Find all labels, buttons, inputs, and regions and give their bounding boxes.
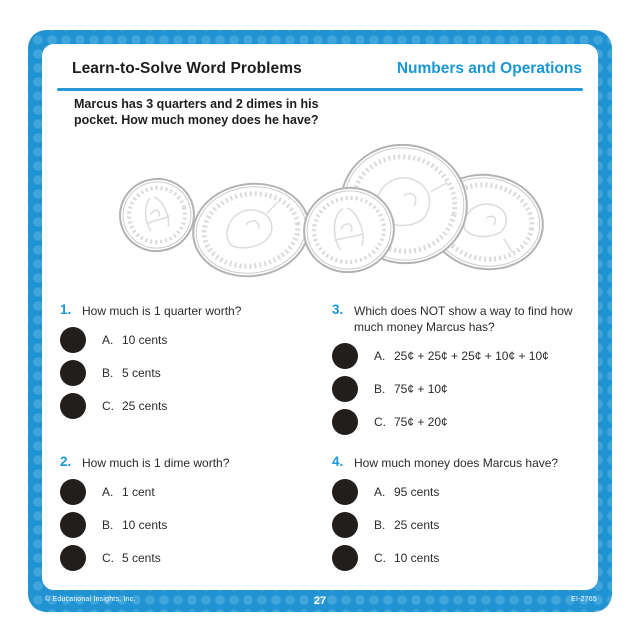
question-2-option-c [60, 545, 328, 571]
question-4-option-c [332, 545, 600, 571]
question-1-number: 1. [60, 302, 72, 317]
coin-quarter-1 [187, 176, 315, 283]
question-1-option-c [60, 393, 328, 419]
question-3-number: 3. [332, 302, 344, 317]
option-text: 75¢ + 20¢ [394, 415, 448, 429]
option-letter: B. [102, 366, 114, 380]
answer-dot[interactable] [60, 512, 86, 538]
option-text: 25 cents [122, 399, 168, 413]
answer-dot[interactable] [60, 393, 86, 419]
answer-dot[interactable] [60, 360, 86, 386]
option-letter: C. [102, 399, 114, 413]
option-text: 5 cents [122, 366, 161, 380]
coin-dime-1 [112, 171, 202, 260]
question-4-option-b [332, 512, 600, 538]
question-4-option-a [332, 479, 600, 505]
question-4-text: How much money does Marcus have? [354, 456, 559, 470]
option-letter: A. [102, 333, 114, 347]
question-2-option-b [60, 512, 328, 538]
answer-dot[interactable] [60, 327, 86, 353]
option-letter: B. [374, 382, 386, 396]
option-text: 10 cents [122, 333, 168, 347]
page-title: Learn-to-Solve Word Problems [72, 60, 302, 77]
option-text: 10 cents [122, 518, 168, 532]
answer-dot[interactable] [332, 479, 358, 505]
option-text: 1 cent [122, 485, 155, 499]
question-4 [332, 454, 600, 571]
question-2-text: How much is 1 dime worth? [82, 456, 230, 470]
question-1 [60, 302, 328, 419]
option-letter: C. [102, 551, 114, 565]
question-4-number: 4. [332, 454, 344, 469]
question-3-option-c [332, 409, 600, 435]
answer-dot[interactable] [60, 479, 86, 505]
question-3-option-b [332, 376, 600, 402]
option-letter: C. [374, 551, 386, 565]
answer-dot[interactable] [332, 409, 358, 435]
question-3-text: Which does NOT show a way to find how much money Marcus has? [354, 304, 573, 334]
option-text: 10 cents [394, 551, 440, 565]
answer-dot[interactable] [332, 512, 358, 538]
option-letter: C. [374, 415, 386, 429]
option-text: 5 cents [122, 551, 161, 565]
question-2-number: 2. [60, 454, 72, 469]
question-1-option-b [60, 360, 328, 386]
word-problem-line1: Marcus has 3 quarters and 2 dimes in his [74, 97, 319, 111]
word-problem-text [74, 97, 404, 128]
option-text: 25 cents [394, 518, 440, 532]
answer-dot[interactable] [332, 376, 358, 402]
option-letter: A. [374, 485, 386, 499]
question-1-option-a [60, 327, 328, 353]
page-number: 27 [313, 595, 327, 607]
category-label: Numbers and Operations [396, 60, 582, 77]
answer-dot[interactable] [332, 343, 358, 369]
header-divider [57, 88, 583, 91]
answer-dot[interactable] [60, 545, 86, 571]
option-letter: B. [374, 518, 386, 532]
copyright-text: © Educational Insights, Inc. [45, 596, 136, 603]
question-2 [60, 454, 328, 571]
answer-dot[interactable] [332, 545, 358, 571]
question-3 [332, 302, 600, 435]
option-letter: A. [102, 485, 114, 499]
option-text: 25¢ + 25¢ + 25¢ + 10¢ + 10¢ [394, 349, 549, 363]
question-2-option-a [60, 479, 328, 505]
product-code: EI-2765 [571, 596, 597, 603]
worksheet-card [28, 30, 612, 612]
question-3-option-a [332, 343, 600, 369]
option-text: 75¢ + 10¢ [394, 382, 448, 396]
question-1-text: How much is 1 quarter worth? [82, 304, 242, 318]
option-letter: A. [374, 349, 386, 363]
option-letter: B. [102, 518, 114, 532]
coins-illustration [109, 144, 549, 292]
option-text: 95 cents [394, 485, 440, 499]
word-problem-line2: pocket. How much money does he have? [74, 112, 319, 127]
card-inner [42, 44, 598, 590]
